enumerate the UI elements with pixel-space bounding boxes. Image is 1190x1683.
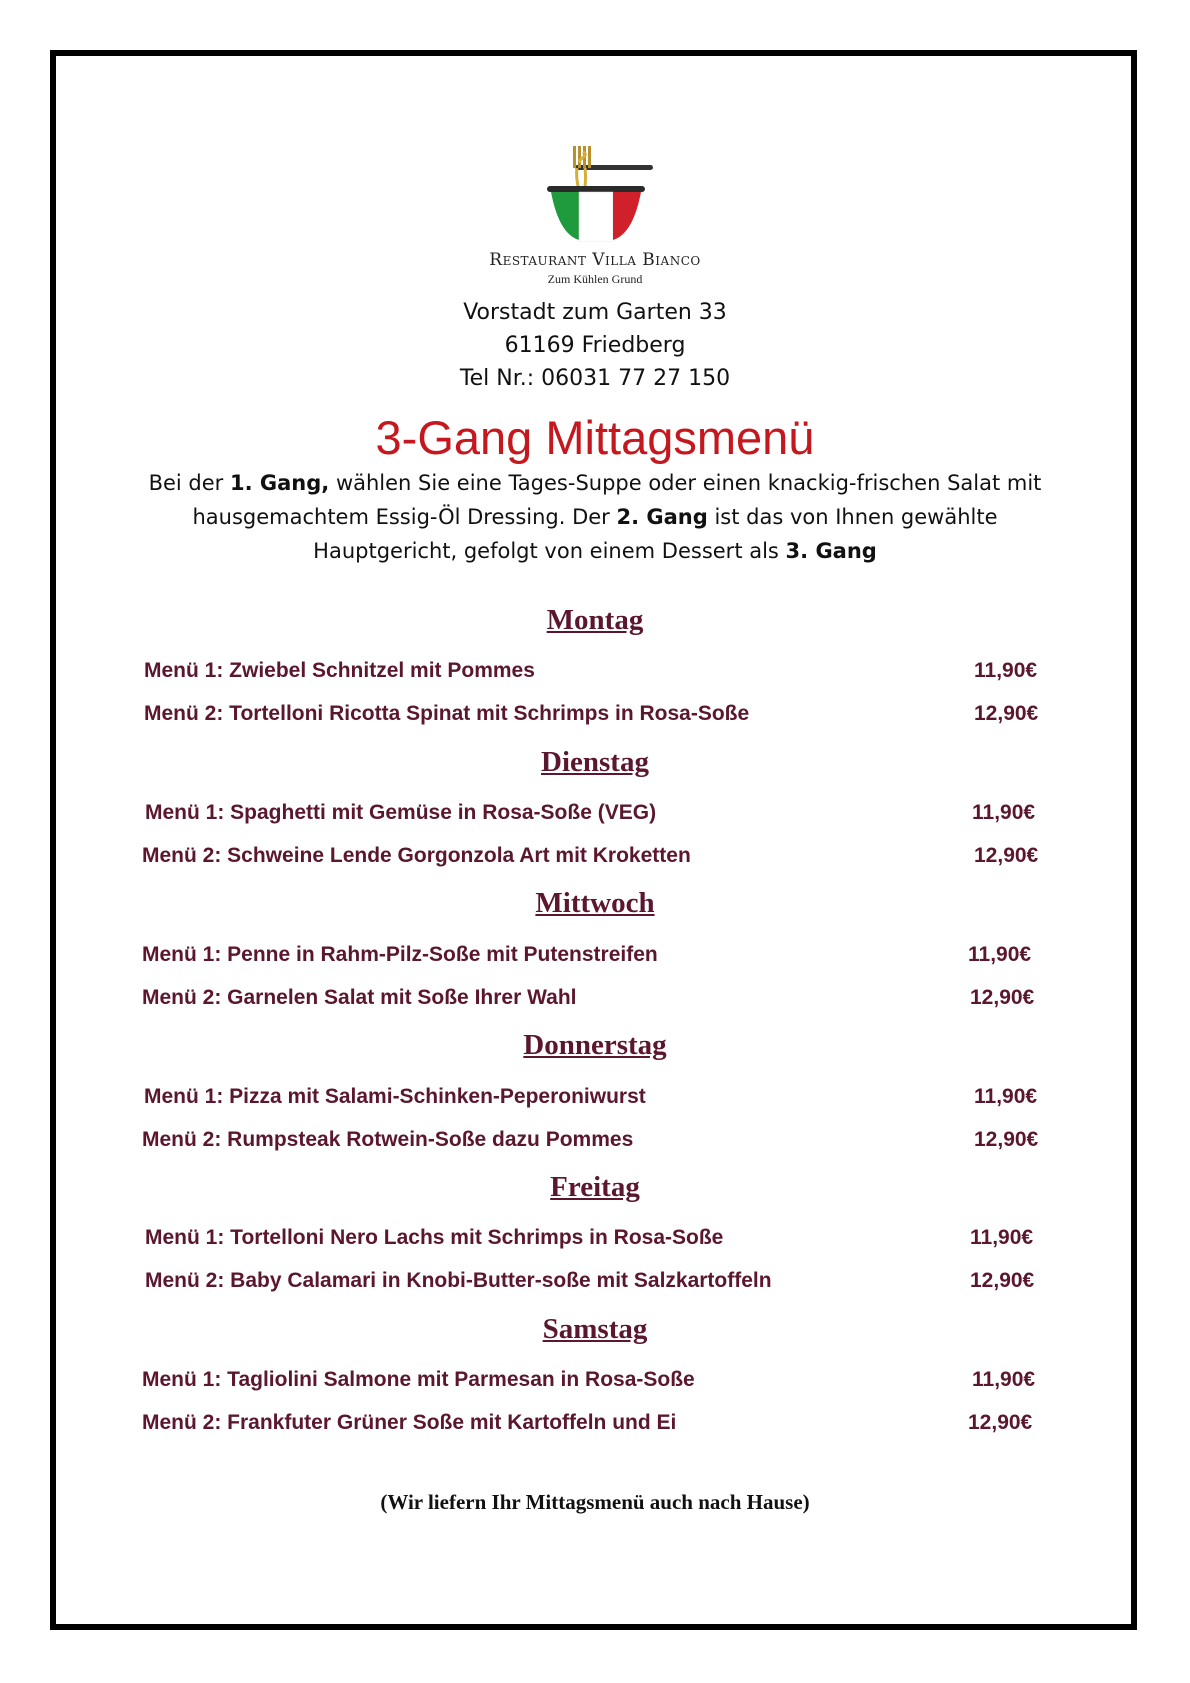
menu-item: Menü 2: Baby Calamari in Knobi-Butter-soße mit Salzkartoffeln — [145, 1269, 772, 1292]
restaurant-tagline: Zum Kühlen Grund — [547, 272, 643, 286]
menu-item: Menü 2: Frankfuter Grüner Soße mit Kartoffeln und Ei — [142, 1411, 677, 1434]
restaurant-name-logo: Restaurant Villa Bianco — [489, 250, 701, 270]
address-city: 61169 Friedberg — [504, 333, 686, 358]
day-heading-freitag: Freitag — [550, 1171, 640, 1203]
menu-price: 12,90€ — [968, 1411, 1033, 1434]
menu-price: 12,90€ — [970, 986, 1035, 1009]
page-border — [50, 50, 1137, 1630]
day-heading-montag: Montag — [546, 604, 644, 636]
menu-price: 11,90€ — [968, 943, 1032, 966]
menu-item: Menü 1: Pizza mit Salami-Schinken-Peperoniwurst — [144, 1085, 646, 1108]
menu-price: 12,90€ — [974, 844, 1039, 867]
menu-item: Menü 2: Schweine Lende Gorgonzola Art mit Kroketten — [142, 844, 691, 867]
phone-number: Tel Nr.: 06031 77 27 150 — [459, 366, 731, 391]
menu-item: Menü 2: Tortelloni Ricotta Spinat mit Schrimps in Rosa-Soße — [144, 702, 750, 725]
menu-item: Menü 1: Penne in Rahm-Pilz-Soße mit Putenstreifen — [142, 943, 658, 966]
intro-text: Bei der 1. Gang, wählen Sie eine Tages-Suppe oder einen knackig-frischen Salat mit hausgemachtem Essig-Öl Dressing. Der 2. Gang ist das von Ihnen gewählte Hauptgericht, gefolgt von einem Dessert als 3. Gang — [148, 471, 1042, 563]
menu-price: 11,90€ — [974, 659, 1038, 682]
day-heading-dienstag: Dienstag — [541, 746, 649, 778]
day-heading-donnerstag: Donnerstag — [523, 1029, 667, 1061]
menu-price: 11,90€ — [972, 801, 1036, 824]
restaurant-logo — [0, 142, 1190, 242]
day-heading-samstag: Samstag — [542, 1313, 648, 1345]
menu-item: Menü 2: Rumpsteak Rotwein-Soße dazu Pommes — [142, 1128, 634, 1151]
menu-price: 12,90€ — [970, 1269, 1035, 1292]
address-street: Vorstadt zum Garten 33 — [463, 300, 727, 325]
menu-price: 11,90€ — [972, 1368, 1036, 1391]
menu-item: Menü 2: Garnelen Salat mit Soße Ihrer Wahl — [142, 986, 577, 1009]
menu-price: 12,90€ — [974, 702, 1039, 725]
menu-price: 12,90€ — [974, 1128, 1039, 1151]
menu-item: Menü 1: Tagliolini Salmone mit Parmesan in Rosa-Soße — [142, 1368, 695, 1391]
menu-price: 11,90€ — [970, 1226, 1034, 1249]
menu-item: Menü 1: Tortelloni Nero Lachs mit Schrimps in Rosa-Soße — [145, 1226, 724, 1249]
menu-price: 11,90€ — [974, 1085, 1038, 1108]
menu-item: Menü 1: Zwiebel Schnitzel mit Pommes — [144, 659, 535, 682]
pasta-bowl-fork-icon — [535, 142, 655, 242]
page-title: 3-Gang Mittagsmenü — [375, 411, 815, 464]
delivery-note: (Wir liefern Ihr Mittagsmenü auch nach Hause) — [380, 1490, 810, 1514]
menu-item: Menü 1: Spaghetti mit Gemüse in Rosa-Soße (VEG) — [145, 801, 657, 824]
day-heading-mittwoch: Mittwoch — [535, 887, 655, 919]
